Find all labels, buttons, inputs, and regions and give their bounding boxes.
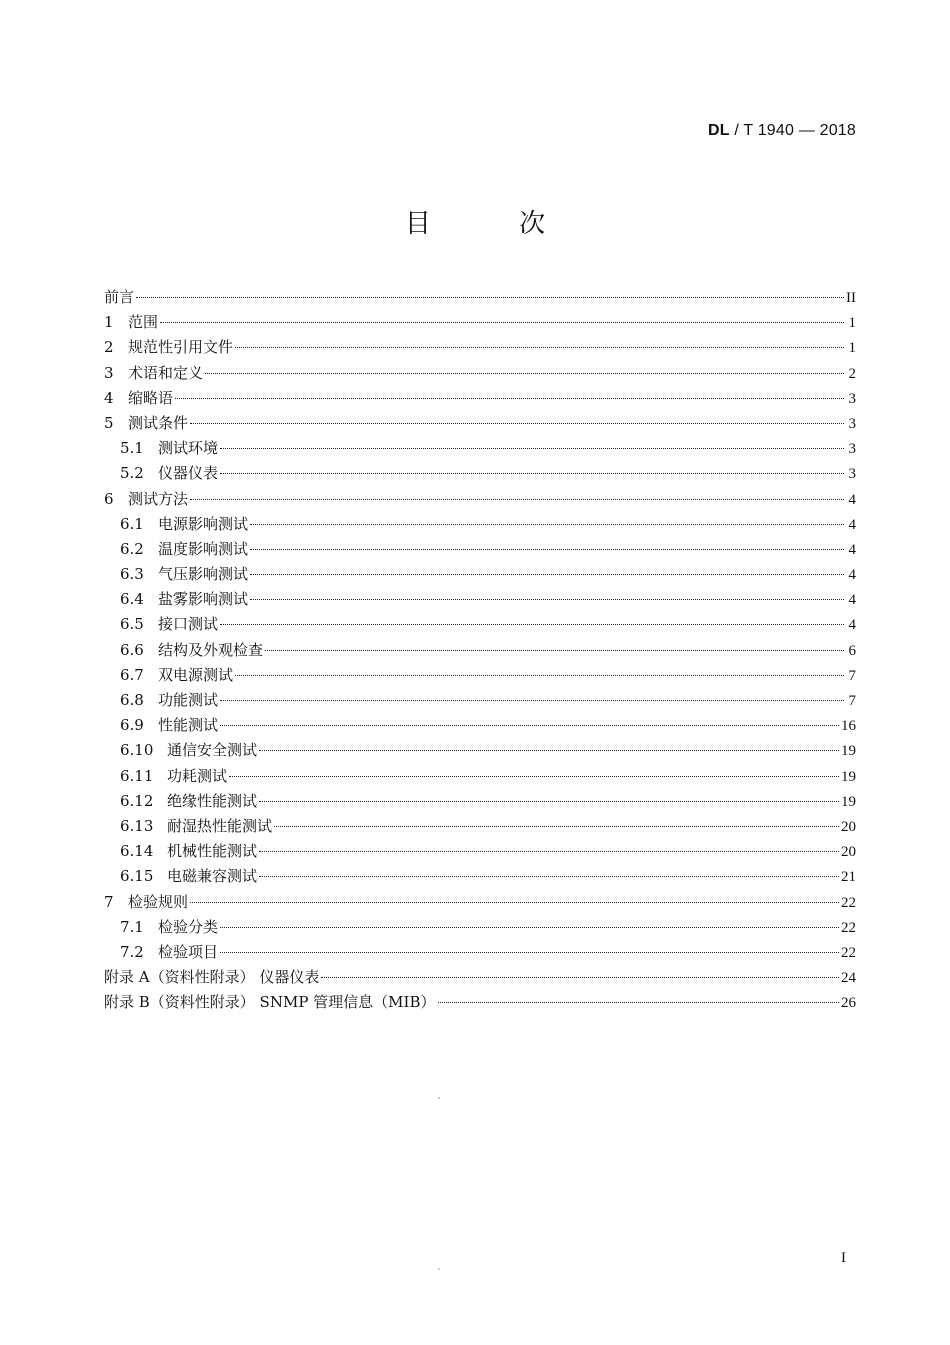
toc-entry-number: 6.14 (120, 842, 154, 861)
toc-entry-page: 26 (841, 995, 856, 1012)
toc-entry-page: 3 (848, 441, 856, 458)
toc-entry-number: 6.13 (120, 816, 154, 835)
toc-entry-label: 绝缘性能测试 (167, 791, 258, 810)
toc-entry-page: 4 (848, 491, 856, 508)
toc-entry-label: 通信安全测试 (167, 741, 258, 760)
toc-entry-number: 6.7 (120, 665, 144, 684)
toc-leader-dots (190, 902, 839, 903)
toc-entry-number: 5 (104, 413, 114, 432)
toc-entry-number: 5.1 (120, 439, 144, 458)
toc-entry-number: 4 (104, 388, 114, 407)
toc-entry-number: 6.3 (120, 565, 144, 584)
toc-entry-page: 22 (841, 894, 856, 911)
toc-leader-dots (250, 599, 844, 600)
toc-leader-dots (220, 952, 839, 953)
toc-leader-dots (220, 927, 839, 928)
toc-leader-dots (321, 977, 839, 978)
toc-entry-label: 功能测试 (158, 691, 219, 709)
toc-entry-number: 6.15 (120, 867, 154, 886)
toc-entry-label: 双电源测试 (158, 665, 234, 684)
toc-entry[interactable] (104, 562, 856, 587)
toc-entry-page: 3 (848, 390, 856, 407)
toc-entry-label: 气压影响测试 (158, 565, 249, 584)
toc-entry-number: 2 (104, 338, 114, 357)
toc-leader-dots (160, 322, 844, 323)
toc-entry-page: 19 (841, 768, 856, 785)
toc-entry-label: 前言 (104, 288, 135, 306)
toc-entry-number: 5.2 (120, 464, 144, 483)
toc-entry-number: 6.8 (120, 691, 144, 709)
toc-entry[interactable] (104, 386, 856, 411)
toc-entry-page: 20 (841, 844, 856, 861)
toc-leader-dots (250, 524, 844, 525)
toc-entry-page: 7 (848, 667, 856, 684)
toc-entry-number: 6.12 (120, 791, 154, 810)
toc-entry-number: 3 (104, 363, 114, 382)
toc-entry[interactable] (104, 814, 856, 839)
toc-entry-page: 22 (841, 919, 856, 936)
toc-entry-page: 16 (841, 718, 856, 735)
toc-entry-page: 4 (848, 617, 856, 634)
page-number: I (841, 1250, 846, 1266)
toc-entry-number: 6.11 (120, 766, 154, 785)
toc-leader-dots (220, 700, 844, 701)
toc-entry-page: 3 (848, 466, 856, 483)
toc-entry-page: 1 (848, 315, 856, 332)
document-code-number: / T 1940 — 2018 (729, 122, 856, 139)
toc-entry[interactable] (104, 965, 856, 990)
toc-entry-label: 仪器仪表 (158, 464, 219, 483)
toc-leader-dots (220, 725, 839, 726)
toc-entry-label: 附录 B（资料性附录） SNMP 管理信息（MIB） (104, 993, 436, 1012)
toc-entry-page: 4 (848, 541, 856, 558)
toc-entry-number: 6 (104, 489, 114, 508)
toc-leader-dots (259, 801, 839, 802)
toc-entry-page: 3 (848, 415, 856, 432)
toc-entry-number: 6.5 (120, 615, 144, 634)
toc-entry-page: 7 (848, 693, 856, 709)
toc-entry[interactable] (104, 461, 856, 486)
toc-entry[interactable] (104, 738, 856, 763)
toc-entry[interactable] (104, 890, 856, 915)
toc-leader-dots (250, 549, 844, 550)
toc-entry[interactable] (104, 587, 856, 612)
toc-entry-page: 1 (848, 340, 856, 357)
toc-entry-page: 6 (848, 642, 856, 659)
toc-entry-label: 功耗测试 (167, 766, 228, 785)
toc-entry[interactable] (104, 915, 856, 940)
toc-entry[interactable] (104, 864, 856, 889)
toc-entry-label: 检验规则 (128, 892, 189, 911)
toc-leader-dots (438, 1002, 840, 1003)
toc-entry-page: 24 (841, 970, 856, 987)
toc-entry-label: 电源影响测试 (158, 514, 249, 533)
toc-entry-number: 6.9 (120, 716, 144, 735)
toc-leader-dots (250, 574, 844, 575)
document-code-prefix: DL (708, 122, 730, 139)
toc-entry-label: 范围 (128, 313, 159, 332)
toc-entry-label: 接口测试 (158, 615, 219, 634)
toc-leader-dots (259, 851, 839, 852)
toc-entry-number: 7 (104, 892, 114, 911)
toc-entry[interactable] (104, 537, 856, 562)
toc-entry-number: 7.1 (120, 917, 144, 936)
toc-entry[interactable] (104, 713, 856, 738)
toc-entry-label: 测试环境 (158, 439, 219, 458)
toc-entry-label: 测试方法 (128, 489, 189, 508)
toc-leader-dots (274, 826, 839, 827)
toc-entry-number: 6.4 (120, 590, 144, 609)
toc-entry-page: 19 (841, 793, 856, 810)
toc-entry-page: 4 (848, 516, 856, 533)
toc-entry[interactable] (104, 335, 856, 360)
toc-entry[interactable] (104, 512, 856, 537)
toc-entry-label: 机械性能测试 (167, 842, 258, 861)
toc-entry-label: 性能测试 (158, 716, 219, 735)
toc-entry[interactable] (104, 487, 856, 512)
toc-entry[interactable] (104, 411, 856, 436)
toc-entry-number: 6.2 (120, 539, 144, 558)
toc-leader-dots (265, 650, 844, 651)
toc-leader-dots (229, 776, 839, 777)
toc-entry[interactable] (104, 688, 856, 713)
toc-entry-number: 6.6 (120, 640, 144, 659)
toc-entry-page: 4 (848, 592, 856, 609)
toc-entry-label: 附录 A（资料性附录） 仪器仪表 (104, 968, 320, 987)
toc-entry[interactable] (104, 285, 856, 310)
toc-entry-label: 检验分类 (158, 917, 219, 936)
toc-entry-page: 19 (841, 743, 856, 760)
toc-entry-number: 7.2 (120, 942, 144, 961)
toc-entry[interactable] (104, 663, 856, 688)
toc-entry-page: 20 (841, 818, 856, 835)
toc-entry-label: 缩略语 (128, 388, 174, 407)
toc-entry[interactable] (104, 764, 856, 789)
toc-leader-dots (235, 675, 844, 676)
toc-entry-page: 4 (848, 567, 856, 584)
toc-entry-label: 温度影响测试 (158, 539, 249, 558)
toc-entry-page: II (846, 290, 856, 306)
toc-entry[interactable] (104, 310, 856, 335)
toc-leader-dots (259, 750, 839, 751)
scan-speck (438, 1268, 440, 1270)
toc-entry[interactable] (104, 789, 856, 814)
page-title: 目 次 (404, 209, 586, 239)
toc-entry-label: 检验项目 (158, 942, 219, 961)
toc-entry-page: 21 (841, 869, 856, 886)
toc-entry-label: 术语和定义 (128, 363, 204, 382)
toc-entry-page: 2 (848, 365, 856, 382)
toc-entry-number: 6.1 (120, 514, 144, 533)
toc-entry-page: 22 (841, 944, 856, 961)
toc-leader-dots (205, 373, 844, 374)
toc-entry[interactable] (104, 361, 856, 386)
toc-entry-label: 电磁兼容测试 (167, 867, 258, 886)
toc-entry[interactable] (104, 990, 856, 1015)
toc-entry[interactable] (104, 612, 856, 637)
toc-leader-dots (220, 473, 844, 474)
toc-leader-dots (220, 448, 844, 449)
document-code (708, 122, 856, 140)
toc-leader-dots (190, 499, 844, 500)
toc-entry-label: 盐雾影响测试 (158, 590, 249, 609)
toc-entry-number: 1 (104, 313, 114, 332)
scan-speck (438, 1097, 440, 1099)
toc-entry[interactable] (104, 839, 856, 864)
toc-leader-dots (175, 398, 844, 399)
toc-entry-number: 6.10 (120, 741, 154, 760)
toc-leader-dots (235, 347, 844, 348)
toc-leader-dots (259, 876, 839, 877)
toc-entry-label: 结构及外观检查 (158, 640, 264, 659)
toc-leader-dots (190, 423, 844, 424)
toc-leader-dots (220, 624, 844, 625)
toc-entry[interactable] (104, 436, 856, 461)
toc-entry-label: 规范性引用文件 (128, 338, 234, 357)
toc-entry-label: 耐湿热性能测试 (167, 816, 273, 835)
toc-leader-dots (136, 297, 844, 298)
toc-entry-label: 测试条件 (128, 413, 189, 432)
table-of-contents (104, 285, 856, 1015)
toc-entry[interactable] (104, 638, 856, 663)
toc-entry[interactable] (104, 940, 856, 965)
